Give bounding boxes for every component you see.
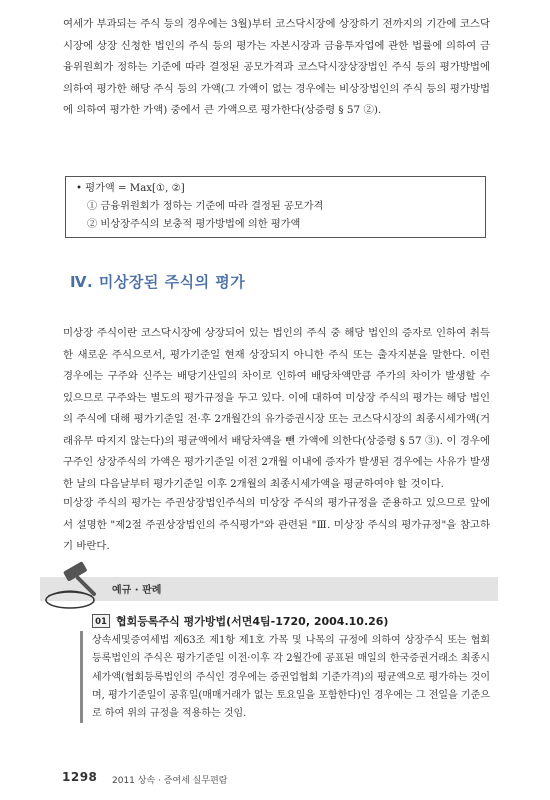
section-title: Ⅳ. 미상장된 주식의 평가 [70, 273, 246, 291]
formula-item-1: ① 금융위원회가 정하는 기준에 따라 결정된 공모가격 [87, 201, 324, 212]
body-paragraph-2: 미상장 주식이란 코스닥시장에 상장되어 있는 법인의 주식 중 해당 법인의 증자로 인하여 취득한 새로운 주식으로서, 평가기준일 현재 상장되지 아니한 주식 또는 출자지분을 말한다. 이런 경우에는 구주와 신주는 배당기산일의 차이로 인하여 배당차액만큼 주가의 차이가 발생할 수 있으므로 구주와는 별도의 평가규정을 두고 있다. 이에 대하여 미상장 주식의 평가는 해당 법인의 주식에 대해 평가기준일 전·후 2개월간의 유가증권시장 또는 코스닥시장의 최종시세가액(거래유무 따지지 않는다)의 평균액에서 배당차액을 뺀 가액에 의한다(상증령 § 57 ③). 이 경우에 구주인 상장주식의 가액은 평가기준일 이전 2개월 이내에 증자가 발생된 경우에는 사유가 발생한 날의 다음날부터 평가기준일 이후 2개월의 최종시세가액을 평균하여야 할 것이다. [63, 327, 490, 490]
formula-item-2: ② 비상장주식의 보충적 평가방법에 의한 평가액 [87, 219, 301, 230]
book-title: 2011 상속 · 증여세 실무편람 [112, 776, 228, 786]
ruling-text: 상속세및증여세법 제63조 제1항 제1호 가목 및 나목의 규정에 의하여 상장주식 또는 협회등록법인의 주식은 평가기준일 이전·이후 각 2월간에 공표된 매일의 한국증권거래소 최종시세가액(협회등록법인의 주식인 경우에는 증권업협회 기준가격)의 평균액으로 평가하는 것이며, 평가기준일이 공휴일(매매거래가 없는 토요일을 포함한다)인 경우에는 그 전일을 기준으로 하여 위의 규정을 적용하는 것임. [92, 635, 490, 720]
formula-main: • 평가액 = Max[①, ②] [76, 183, 185, 194]
ruling-title: 협회등록주식 평가방법(서면4팀-1720, 2004.10.26) [116, 615, 389, 628]
gavel-icon [42, 560, 112, 612]
ruling-side-bar [80, 631, 83, 723]
body-paragraph-1: 여세가 부과되는 주식 등의 경우에는 3월)부터 코스닥시장에 상장하기 전까지의 기간에 코스닥시장에 상장 신청한 법인의 주식 등의 평가는 자본시장과 금융투자업에 관한 법률에 의하여 금융위원회가 정하는 기준에 따라 결정된 공모가격과 코스닥시장상장법인 주식 등의 평가방법에 의하여 평가한 해당 주식 등의 가액(그 가액이 없는 경우에는 비상장법인의 주식 등의 평가방법에 의하여 평가한 가액) 중에서 큰 가액으로 평가한다(상증령 § 57 ②). [63, 18, 490, 116]
ruling-section-label: 예규 · 판례 [112, 585, 162, 596]
page-number: 1298 [62, 770, 98, 784]
body-paragraph-3: 미상장 주식의 평가는 주권상장법인주식의 미상장 주식의 평가규정을 준용하고 있으므로 앞에서 설명한 "제2절 주권상장법인의 주식평가"와 관련된 "Ⅲ. 미상장 주식의 평가규정"을 참고하기 바란다. [63, 497, 490, 552]
formula-box [65, 176, 486, 238]
ruling-number-badge: 01 [92, 614, 110, 628]
